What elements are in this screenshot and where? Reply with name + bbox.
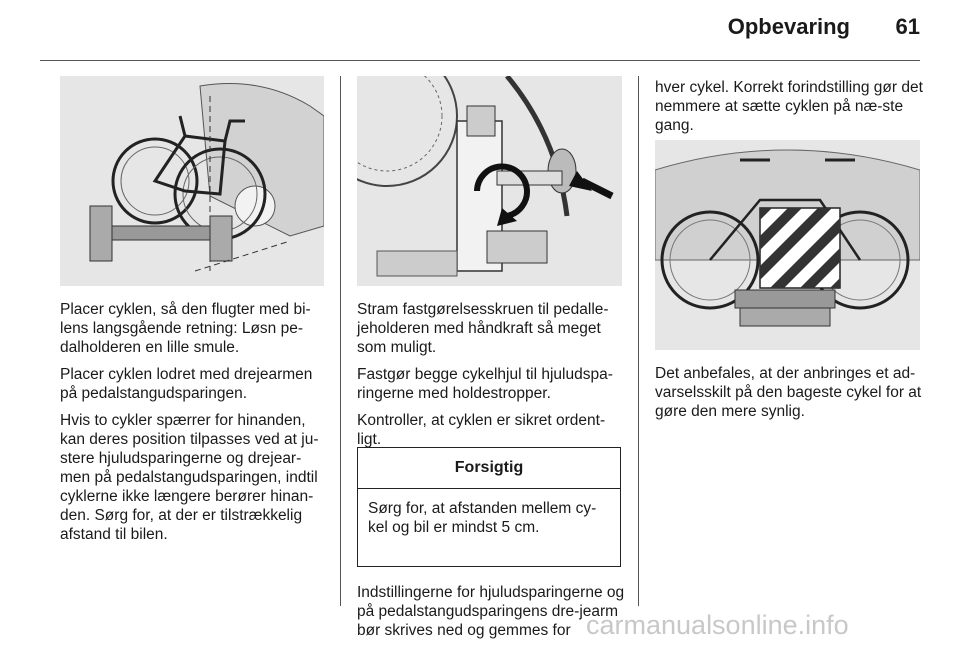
column-1-text [60,300,326,552]
watermark: carmanualsonline.info [586,610,849,640]
paragraph: Placer cyklen, så den flugter med bi-lens langsgående retning: Løsn pe-dalholderen en lille smule. [60,301,311,356]
paragraph: hver cykel. Korrekt forindstilling gør det nemmere at sætte cyklen på næ-ste gang. [655,79,923,134]
paragraph: Kontroller, at cyklen er sikret ordent-ligt. [357,412,606,448]
page-title: Opbevaring [727,14,850,39]
paragraph: Hvis to cykler spærrer for hinanden, kan deres position tilpasses ved at ju-stere hjuludsparingerne og drejear-men på pedalstangudsparingen, indtil cyklerne ikke længere berører hinan-den. Sørg for, at der er tilstrækkelig afstand til bilen. [60,412,319,543]
caution-title: Forsigtig [358,448,620,489]
illustration-bike-on-carrier [60,76,324,286]
column-3-top-text [655,78,925,143]
caution-box [357,447,621,567]
illustration-warning-sign-on-bike [655,140,920,350]
illustration-pedal-holder [357,76,622,286]
header-rule [40,60,920,61]
paragraph: Indstillingerne for hjuludsparingerne og på pedalstangudsparingens dre-jearm bør skrives ned og gemmes for [357,584,625,639]
paragraph: Det anbefales, at der anbringes et ad-varselsskilt på den bageste cykel for at gøre den mere synlig. [655,365,922,420]
column-3-text [655,364,925,429]
column-2-text [357,300,627,457]
column-divider-right [638,76,639,606]
paragraph: Placer cyklen lodret med drejearmen på pedalstangudsparingen. [60,366,313,402]
paragraph: Fastgør begge cykelhjul til hjuludspa-ringerne med holdestropper. [357,366,613,402]
caution-text: Sørg for, at afstanden mellem cy-kel og bil er mindst 5 cm. [368,500,597,536]
column-divider-left [340,76,341,606]
paragraph: Stram fastgørelsesskruen til pedalle-jeholderen med håndkraft så meget som muligt. [357,301,609,356]
page-number: 61 [895,14,920,39]
